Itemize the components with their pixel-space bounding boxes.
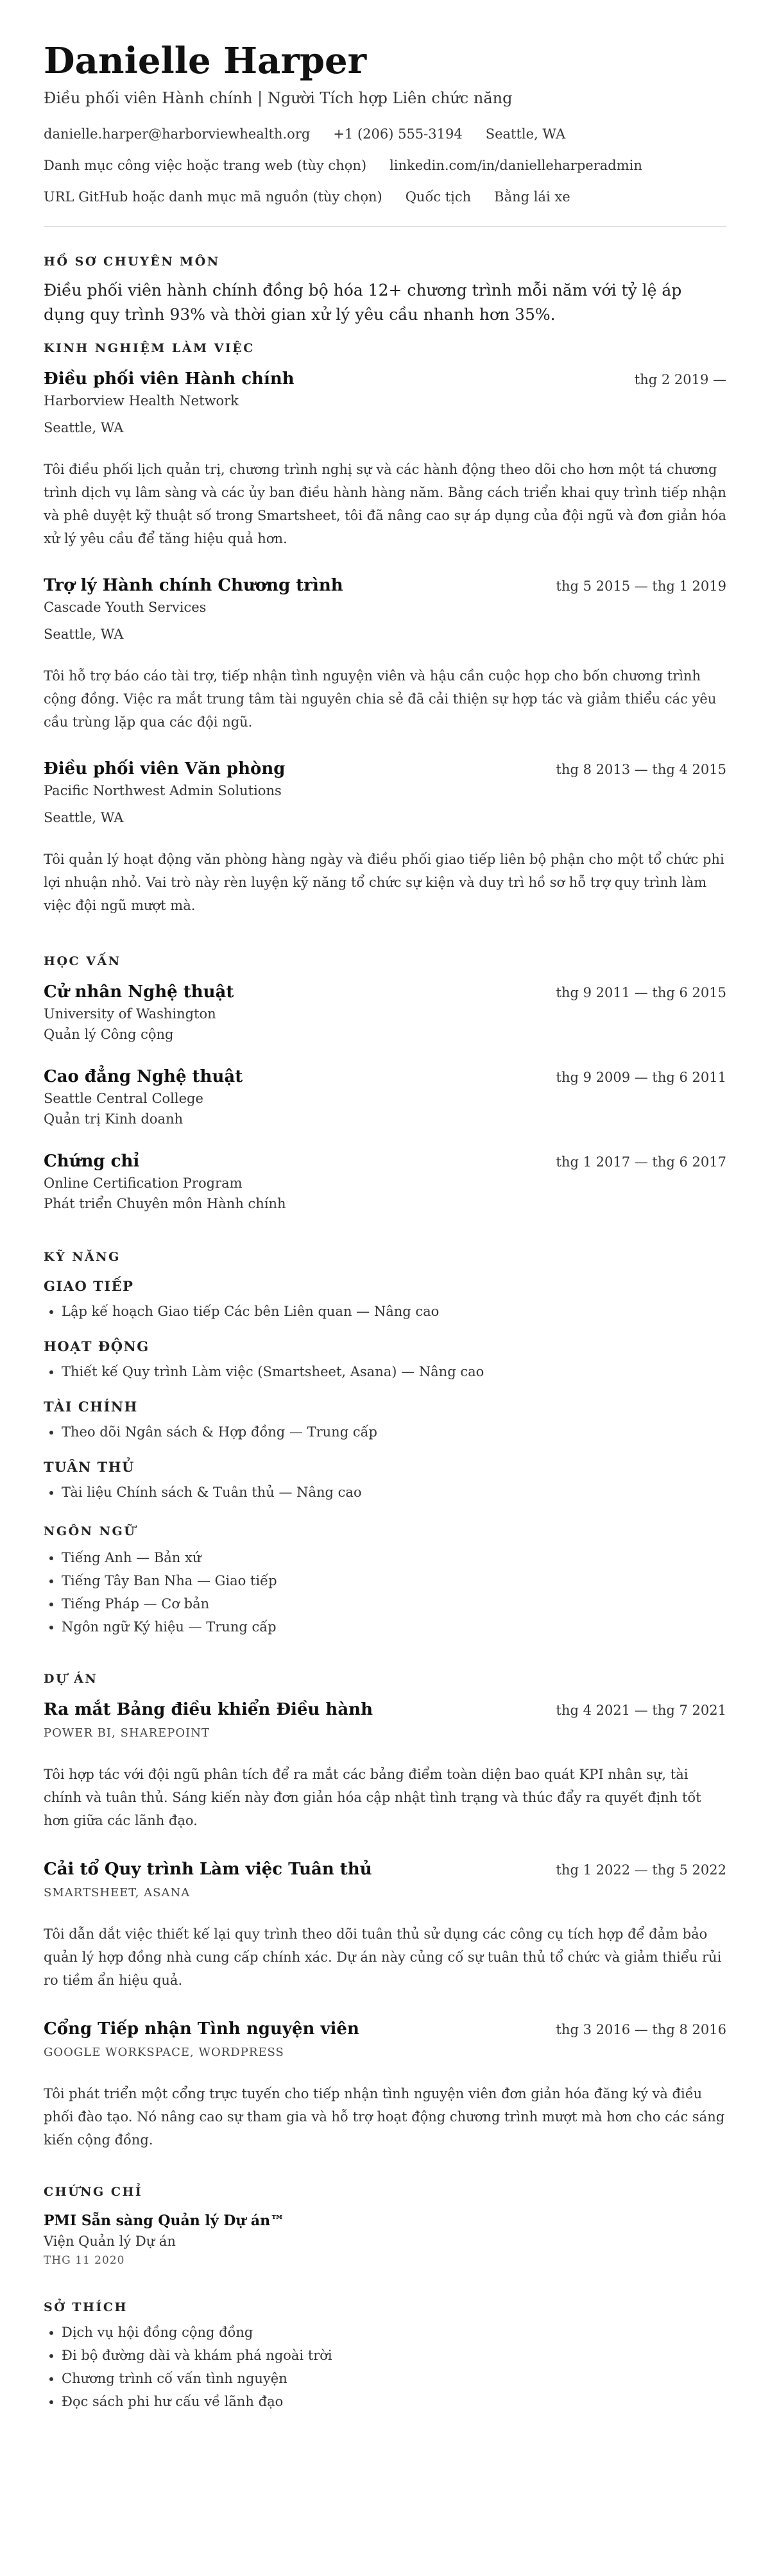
language-item: • Tiếng Tây Ban Nha — Giao tiếp	[62, 1569, 726, 1592]
skill-category: HOẠT ĐỘNG	[44, 1338, 150, 1354]
skill-group	[44, 1277, 726, 1323]
job-title: Điều phối viên Văn phòng	[44, 759, 286, 779]
job-title: Điều phối viên Hành chính	[44, 369, 295, 389]
language-list	[44, 1546, 726, 1638]
education-entry	[44, 1065, 726, 1129]
job-description: Tôi quản lý hoạt động văn phòng hàng ngày và điều phối giao tiếp liên bộ phận cho một tổ chức phi lợi nhuận nhỏ. Vai trò này rèn luyện kỹ năng tổ chức sự kiện và duy trì hồ sơ hỗ trợ quy trình làm việc đội ngũ mượt mà.	[44, 852, 724, 913]
languages-block	[44, 1523, 726, 1638]
education-entry	[44, 981, 726, 1045]
projects-section	[44, 1671, 726, 2151]
project-dates: thg 1 2022 — thg 5 2022	[556, 1862, 726, 1878]
project-tech: SMARTSHEET, ASANA	[44, 1886, 191, 1899]
company-name: Pacific Northwest Admin Solutions	[44, 783, 282, 798]
education-section	[44, 953, 726, 1214]
school-name: Online Certification Program	[44, 1175, 243, 1191]
contact-portfolio[interactable]: Danh mục công việc hoặc trang web (tùy chọn)	[44, 158, 367, 173]
language-item: • Ngôn ngữ Ký hiệu — Trung cấp	[62, 1615, 726, 1638]
project-entry	[44, 1858, 726, 1992]
job-location: Seattle, WA	[44, 810, 124, 825]
company-name: Harborview Health Network	[44, 393, 239, 408]
interest-list	[44, 2321, 726, 2413]
education-dates: thg 9 2011 — thg 6 2015	[556, 985, 726, 1000]
degree-title: Cử nhân Nghệ thuật	[44, 982, 234, 1002]
summary-section	[44, 253, 726, 327]
experience-entry	[44, 574, 726, 734]
job-location: Seattle, WA	[44, 420, 124, 435]
job-title: Trợ lý Hành chính Chương trình	[44, 576, 343, 595]
field-of-study: Quản lý Công cộng	[44, 1027, 174, 1042]
education-dates: thg 9 2009 — thg 6 2011	[556, 1070, 726, 1085]
education-entry	[44, 1150, 726, 1214]
contact-linkedin[interactable]: linkedin.com/in/danielleharperadmin	[389, 158, 642, 173]
certification-entry	[44, 2210, 726, 2269]
contact-github[interactable]: URL GitHub hoặc danh mục mã nguồn (tùy chọn)	[44, 189, 382, 205]
contact-row-extra	[44, 187, 726, 206]
skill-category: TÀI CHÍNH	[44, 1399, 138, 1415]
skill-category: TUÂN THỦ	[44, 1459, 135, 1475]
entry-header	[44, 981, 726, 1004]
certification-date: THG 11 2020	[44, 2254, 125, 2267]
project-entry	[44, 2017, 726, 2151]
entry-header	[44, 1698, 726, 1721]
section-title: NGÔN NGỮ	[44, 1524, 137, 1538]
experience-section	[44, 340, 726, 917]
interest-item: • Dịch vụ hội đồng cộng đồng	[62, 2321, 726, 2344]
project-description: Tôi hợp tác với đội ngũ phân tích để ra mắt các bảng điểm toàn diện bao quát KPI nhân sự, tài chính và tuân thủ. Sáng kiến này đơn giản hóa cập nhật tình trạng và thúc đẩy ra quyết định tốt hơn giữa các lãnh đạo.	[44, 1767, 701, 1828]
field-of-study: Phát triển Chuyên môn Hành chính	[44, 1196, 286, 1211]
skill-item: • Tài liệu Chính sách & Tuân thủ — Nâng cao	[62, 1481, 726, 1504]
school-name: Seattle Central College	[44, 1091, 203, 1106]
summary-text: Điều phối viên hành chính đồng bộ hóa 12+ chương trình mỗi năm với tỷ lệ áp dụng quy trình 93% và thời gian xử lý yêu cầu nhanh hơn 35%.	[44, 281, 682, 324]
contact-nationality: Quốc tịch	[405, 189, 472, 205]
job-dates: thg 8 2013 — thg 4 2015	[556, 762, 726, 777]
contact-email[interactable]: danielle.harper@harborviewhealth.org	[44, 126, 311, 142]
job-description: Tôi điều phối lịch quản trị, chương trình nghị sự và các hành động theo dõi cho hơn một tá chương trình dịch vụ lâm sàng và các ủy ban điều hành hàng năm. Bằng cách triển khai quy trình tiếp nhận và phê duyệt kỹ thuật số trong Smartsheet, tôi đã nâng cao sự áp dụng của đội ngũ và đơn giản hóa xử lý yêu cầu để tăng hiệu quả hơn.	[44, 462, 726, 546]
project-dates: thg 4 2021 — thg 7 2021	[556, 1703, 726, 1718]
company-name: Cascade Youth Services	[44, 600, 207, 615]
section-title: KỸ NĂNG	[44, 1250, 121, 1264]
skill-item: • Thiết kế Quy trình Làm việc (Smartsheet, Asana) — Nâng cao	[62, 1360, 726, 1383]
section-title: KINH NGHIỆM LÀM VIỆC	[44, 341, 255, 355]
contact-driving-license: Bằng lái xe	[494, 189, 570, 205]
skill-list	[44, 1300, 726, 1323]
job-description: Tôi hỗ trợ báo cáo tài trợ, tiếp nhận tình nguyện viên và hậu cần cuộc họp cho bốn chương trình cộng đồng. Việc ra mắt trung tâm tài nguyên chia sẻ đã cải thiện sự hợp tác và giảm thiểu các yêu cầu trùng lặp qua các đội ngũ.	[44, 668, 717, 730]
certifications-section	[44, 2184, 726, 2269]
interest-item: • Đi bộ đường dài và khám phá ngoài trời	[62, 2344, 726, 2367]
section-title: HỌC VẤN	[44, 954, 121, 968]
interests-section	[44, 2299, 726, 2413]
candidate-name: Danielle Harper	[44, 40, 367, 82]
language-item: • Tiếng Pháp — Cơ bản	[62, 1592, 726, 1615]
project-description: Tôi dẫn dắt việc thiết kế lại quy trình theo dõi tuân thủ sử dụng các công cụ tích hợp để đảm bảo quản lý hợp đồng nhà cung cấp chính xác. Dự án này củng cố sự tuân thủ tổ chức và giảm thiểu rủi ro tiềm ẩn hiệu quả.	[44, 1926, 722, 1988]
job-dates: thg 2 2019 —	[634, 372, 726, 387]
skill-list	[44, 1420, 726, 1444]
project-tech: GOOGLE WORKSPACE, WORDPRESS	[44, 2046, 284, 2059]
certification-issuer: Viện Quản lý Dự án	[44, 2234, 176, 2249]
section-title: SỞ THÍCH	[44, 2300, 128, 2314]
contact-phone[interactable]: +1 (206) 555-3194	[333, 126, 463, 142]
project-name: Cải tổ Quy trình Làm việc Tuân thủ	[44, 1860, 372, 1879]
field-of-study: Quản trị Kinh doanh	[44, 1111, 184, 1127]
interest-item: • Chương trình cố vấn tình nguyện	[62, 2367, 726, 2390]
entry-header	[44, 1065, 726, 1088]
header-divider	[44, 226, 726, 227]
contact-location: Seattle, WA	[485, 126, 566, 142]
education-dates: thg 1 2017 — thg 6 2017	[556, 1154, 726, 1170]
section-title: CHỨNG CHỈ	[44, 2185, 143, 2199]
project-description: Tôi phát triển một cổng trực tuyến cho tiếp nhận tình nguyện viên đơn giản hóa đăng ký và điều phối đào tạo. Nó nâng cao sự tham gia và hỗ trợ hoạt động chương trình mượt mà hơn cho các sáng kiến cộng đồng.	[44, 2086, 725, 2148]
entry-header	[44, 1150, 726, 1173]
language-item: • Tiếng Anh — Bản xứ	[62, 1546, 726, 1569]
certification-name: PMI Sẵn sàng Quản lý Dự án™	[44, 2212, 285, 2229]
job-dates: thg 5 2015 — thg 1 2019	[556, 578, 726, 594]
entry-header	[44, 367, 726, 391]
skill-category: GIAO TIẾP	[44, 1278, 134, 1294]
skill-item: • Theo dõi Ngân sách & Hợp đồng — Trung cấp	[62, 1420, 726, 1444]
interest-item: • Đọc sách phi hư cấu về lãnh đạo	[62, 2390, 726, 2413]
degree-title: Chứng chỉ	[44, 1152, 140, 1171]
skill-list	[44, 1481, 726, 1504]
project-dates: thg 3 2016 — thg 8 2016	[556, 2022, 726, 2037]
entry-header	[44, 574, 726, 597]
project-name: Ra mắt Bảng điều khiển Điều hành	[44, 1700, 373, 1719]
experience-entry	[44, 757, 726, 917]
school-name: University of Washington	[44, 1006, 216, 1022]
contact-row-primary	[44, 124, 726, 144]
project-tech: POWER BI, SHAREPOINT	[44, 1726, 210, 1740]
entry-header	[44, 1858, 726, 1881]
project-entry	[44, 1698, 726, 1832]
degree-title: Cao đẳng Nghệ thuật	[44, 1067, 243, 1086]
section-title: HỒ SƠ CHUYÊN MÔN	[44, 255, 220, 269]
project-name: Cổng Tiếp nhận Tình nguyện viên	[44, 2019, 359, 2039]
skills-section	[44, 1249, 726, 1638]
skill-group	[44, 1458, 726, 1504]
skill-group	[44, 1397, 726, 1444]
skill-item: • Lập kế hoạch Giao tiếp Các bên Liên quan — Nâng cao	[62, 1300, 726, 1323]
candidate-headline: Điều phối viên Hành chính | Người Tích hợp Liên chức năng	[44, 89, 513, 107]
skill-group	[44, 1337, 726, 1383]
section-title: DỰ ÁN	[44, 1672, 98, 1686]
experience-entry	[44, 367, 726, 550]
resume-header	[44, 37, 726, 206]
entry-header	[44, 757, 726, 780]
job-location: Seattle, WA	[44, 627, 124, 642]
skill-list	[44, 1360, 726, 1383]
entry-header	[44, 2017, 726, 2041]
contact-row-links	[44, 156, 726, 175]
